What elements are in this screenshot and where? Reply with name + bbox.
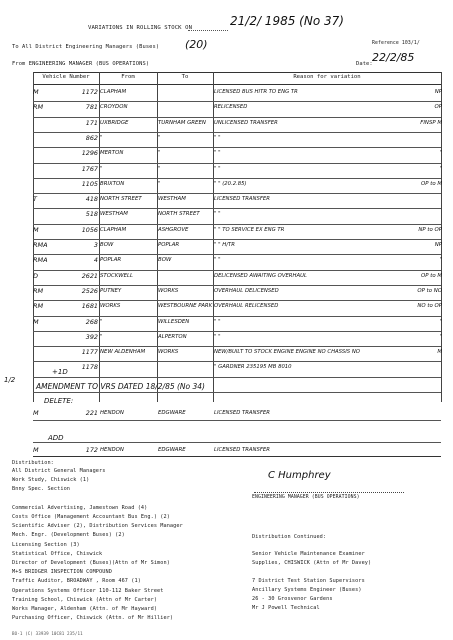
table-rule	[33, 442, 441, 443]
table-rule	[33, 270, 441, 271]
row-to	[158, 272, 214, 281]
row-code: "	[439, 150, 442, 157]
row-reason: " GARDNER 235195 MB 8010	[214, 364, 292, 371]
table-rule	[33, 285, 441, 286]
distribution-continued-label: Distribution Continued:	[252, 534, 327, 540]
row-number: 268	[85, 317, 98, 326]
row-code: OP to M	[421, 272, 442, 279]
row-code: "	[439, 165, 442, 172]
row-number: 862	[85, 133, 98, 142]
table-rule	[33, 147, 441, 148]
row-code: "	[439, 318, 442, 325]
col-header-vehicle: Vehicle Number	[42, 74, 90, 80]
distribution-item: Mech. Engr. (Development Buses) (2)	[12, 532, 125, 539]
row-type: RM	[33, 103, 44, 112]
row-reason: NEW/BUILT TO STOCK ENGINE ENGINE NO CHASSIS NO	[214, 349, 360, 356]
row-reason: " "	[214, 211, 221, 218]
row-reason: " "	[214, 257, 221, 264]
row-from: CLAPHAM	[100, 226, 127, 233]
row-type: M	[33, 88, 39, 96]
table-rule	[33, 377, 441, 378]
table-rule	[33, 331, 441, 332]
distribution-continued-item: Mr J Powell Technical	[252, 605, 320, 611]
add-row-number: 172	[85, 446, 98, 454]
row-reason: LICENSED TRANSFER	[214, 196, 270, 203]
row-from: NORTH STREET	[100, 196, 142, 203]
row-from: "	[100, 134, 103, 141]
row-reason: UNLICENSED TRANSFER	[214, 119, 278, 126]
row-reason: RELICENSED	[214, 104, 248, 111]
row-from: MERTON	[100, 150, 124, 157]
row-from: WORKS	[100, 303, 121, 310]
row-to: ALPERTON	[158, 333, 187, 340]
row-to: BOW	[158, 257, 172, 264]
row-type: M	[33, 225, 39, 234]
row-reason: OVERHAUL DELICENSED	[214, 287, 279, 294]
row-reason: " " (20.2.85)	[214, 180, 247, 187]
row-to: WILLESDEN	[158, 318, 190, 325]
row-number: 1178	[81, 363, 98, 372]
row-to	[158, 363, 214, 372]
row-from: "	[100, 165, 103, 172]
row-code: NP to OP	[418, 226, 442, 233]
distribution-item: Director of Development (Buses)(Attn of Mr Simon)	[12, 560, 170, 566]
row-reason: " " TO SERVICE EX ENG TR	[214, 226, 285, 233]
row-reason: " "	[214, 134, 221, 141]
distribution-item: Training School, Chiswick (Attn of Mr Carter)	[12, 596, 158, 603]
margin-note: 1/2	[4, 376, 16, 384]
row-number: 1056	[81, 225, 98, 234]
row-number: 1767	[81, 164, 98, 173]
to-count-handwritten: (20)	[185, 38, 208, 51]
row-code: OP to NO	[417, 287, 442, 294]
table-rule	[33, 193, 441, 194]
delete-label: DELETE:	[44, 397, 74, 405]
distribution-item: Operations Systems Officer 110-112 Baker Street	[12, 587, 164, 594]
row-code: NP	[434, 89, 442, 95]
row-to: ASHGROVE	[158, 226, 189, 233]
signature: C Humphrey	[268, 470, 331, 481]
table-rule	[33, 208, 441, 209]
row-to: WESTHAM	[158, 196, 186, 203]
reference-label: Reference 103/1/	[372, 41, 420, 46]
tbd-note: +1D	[52, 368, 68, 376]
row-type	[33, 210, 59, 219]
row-from: "	[100, 333, 103, 340]
row-number: 171	[85, 118, 98, 127]
distribution-item: Bnny Spec. Section	[12, 486, 71, 493]
footer-code: BO-1 (C) 33939 10C81 235/11	[12, 631, 83, 636]
distribution-item: All District General Managers	[12, 468, 106, 474]
col-header-to: To	[181, 74, 189, 80]
row-number: 418	[85, 195, 98, 204]
row-number: 781	[85, 103, 98, 112]
table-top-border	[33, 72, 441, 73]
add-row-type: M	[33, 446, 39, 454]
table-rule	[33, 361, 441, 362]
row-number: 3	[93, 241, 98, 249]
row-type	[33, 180, 59, 189]
row-from: CROYDON	[100, 104, 128, 111]
distribution-item: Statistical Office, Chiswick	[12, 550, 103, 557]
row-code	[396, 210, 442, 219]
row-code	[396, 134, 442, 143]
row-number: 1105	[81, 179, 98, 188]
delete-row-type: M	[33, 409, 39, 417]
row-type	[33, 149, 59, 158]
row-type	[33, 119, 59, 128]
row-number: 392	[85, 332, 98, 341]
row-code: "	[439, 257, 442, 264]
table-rule	[33, 300, 441, 301]
row-number: 2526	[81, 286, 98, 295]
amendment-title: AMENDMENT TO VRS DATED 18/2/85 (No 34)	[36, 382, 205, 391]
add-row-reason: LICENSED TRANSFER	[214, 447, 270, 453]
row-reason: " "	[214, 333, 221, 340]
row-number: 1296	[81, 149, 98, 158]
row-code: NP	[434, 242, 442, 248]
delete-row-number: 221	[85, 409, 98, 417]
table-rule	[33, 224, 441, 225]
distribution-item: Traffic Auditor, BROADWAY , Room 467 (1)	[12, 578, 141, 585]
table-rule	[33, 346, 441, 347]
col-header-from: From	[121, 74, 135, 80]
row-number: 518	[85, 210, 98, 219]
row-type: RMA	[33, 241, 48, 249]
row-to: "	[158, 134, 161, 141]
row-code	[396, 195, 442, 204]
row-code: M	[437, 349, 442, 356]
col-header-reason: Reason for variation	[293, 74, 361, 80]
row-reason: DELICENSED AWAITING OVERHAUL	[214, 272, 307, 279]
table-rule	[33, 254, 441, 255]
table-rule	[33, 101, 441, 102]
signature-title: ENGINEERING MANAGER (BUS OPERATIONS)	[252, 495, 360, 500]
title-dots	[188, 30, 228, 31]
row-from: BOW	[100, 242, 114, 248]
row-to	[158, 103, 214, 112]
row-type: RM	[33, 286, 44, 295]
row-to: "	[158, 165, 161, 172]
row-from: CLAPHAM	[100, 89, 127, 95]
signature-line	[254, 492, 404, 493]
row-to: "	[158, 150, 161, 157]
delete-row-from: HENDON	[100, 410, 124, 416]
date-handwritten: 21/2/ 1985 (No 37)	[230, 14, 344, 28]
date-label: Date:	[356, 61, 373, 67]
row-type: D	[33, 271, 39, 280]
distribution-continued-item: 26 - 30 Grosvenor Gardens	[252, 596, 333, 602]
row-to: WORKS	[158, 349, 179, 356]
row-type: RM	[33, 302, 44, 311]
row-code: NO to OP	[417, 303, 442, 310]
add-row-to: EDGWARE	[158, 447, 186, 453]
row-to: POPLAR	[158, 242, 180, 248]
table-rule	[33, 316, 441, 317]
table-rule	[33, 392, 441, 393]
table-rule	[33, 420, 441, 421]
row-number: 1681	[81, 302, 98, 311]
row-from: POPLAR	[100, 257, 122, 264]
row-reason: " "	[214, 318, 221, 325]
distribution-item: Commercial Advertising, Jamestown Road (4)	[12, 504, 148, 511]
title: VARIATIONS IN ROLLING STOCK ON	[88, 25, 193, 31]
table-rule	[33, 239, 441, 240]
table-bottom-border	[33, 456, 441, 457]
row-type: RMA	[33, 256, 48, 265]
row-from: WESTHAM	[100, 211, 128, 218]
row-code	[396, 363, 442, 372]
row-to: WESTBOURNE PARK	[158, 303, 213, 310]
row-from: PUTNEY	[100, 287, 122, 294]
row-code: OP	[434, 104, 442, 111]
distribution-continued-item: Ancillary Systems Engineer (Buses)	[252, 587, 362, 593]
row-code: FINSP M	[420, 119, 442, 126]
add-label: ADD	[48, 434, 64, 442]
row-number: 1177	[81, 348, 98, 357]
row-type	[33, 134, 59, 143]
table-rule	[33, 117, 441, 118]
row-number: 1172	[81, 88, 98, 96]
distribution-item: Costs Office (Management Accountant Bus Eng.) (2)	[12, 514, 170, 520]
row-reason: LICENSED BUS HITR TO ENG TR	[214, 89, 298, 95]
distribution-item: Works Manager, Aldenham (Attn. of Mr Hayward)	[12, 606, 158, 612]
row-from: NEW ALDENHAM	[100, 349, 146, 356]
row-from	[100, 363, 160, 372]
row-from: BRIXTON	[100, 180, 125, 187]
from-line: From ENGINEERING MANAGER (BUS OPERATIONS)	[12, 61, 150, 67]
to-line: To All District Engineering Managers (Buses)	[12, 44, 160, 50]
row-reason: OVERHAUL RELICENSED	[214, 303, 279, 310]
table-rule	[33, 178, 441, 179]
row-number: 4	[93, 256, 98, 265]
table-header-border	[33, 84, 441, 85]
row-to: TURNHAM GREEN	[158, 119, 206, 126]
delete-row-reason: LICENSED TRANSFER	[214, 410, 270, 416]
row-type	[33, 333, 59, 342]
row-to: WORKS	[158, 287, 179, 294]
row-from: UXBRIDGE	[100, 119, 129, 126]
row-number: 2621	[81, 271, 98, 280]
distribution-continued-item: Senior Vehicle Maintenance Examiner	[252, 551, 365, 557]
table-rule	[33, 163, 441, 164]
distribution-label: Distribution:	[12, 460, 54, 466]
row-type: T	[33, 195, 37, 204]
distribution-item: Scientific Adviser (2), Distribution Services Manager	[12, 523, 183, 530]
row-to: NORTH STREET	[158, 211, 200, 218]
row-type: M	[33, 317, 39, 326]
row-code: "	[439, 333, 442, 340]
distribution-item: Work Study, Chiswick (1)	[12, 477, 90, 484]
row-from: "	[100, 318, 103, 325]
row-type	[33, 165, 59, 174]
distribution-item: Licensing Section (3)	[12, 541, 80, 548]
delete-row-to: EDGWARE	[158, 410, 186, 416]
row-from: STOCKWELL	[100, 272, 133, 279]
distribution-item: M+S BRIDGER INSPECTION COMPOUND	[12, 569, 112, 576]
distribution-continued-item: 7 District Test Station Supervisors	[252, 578, 365, 584]
row-reason: " "	[214, 150, 221, 157]
date-value-handwritten: 22/2/85	[372, 51, 415, 64]
row-to: "	[158, 180, 161, 187]
table-rule	[33, 132, 441, 133]
row-reason: " " H/TR	[214, 242, 235, 248]
row-code: OP to M	[421, 180, 442, 187]
row-reason: " "	[214, 165, 221, 172]
row-to	[158, 88, 214, 97]
distribution-continued-item: Supplies, CHISWICK (Attn of Mr Davey)	[252, 560, 372, 566]
row-type	[33, 348, 59, 357]
add-row-from: HENDON	[100, 447, 124, 453]
distribution-item: Purchasing Officer, Chiswick (Attn. of Mr Hillier)	[12, 615, 174, 622]
